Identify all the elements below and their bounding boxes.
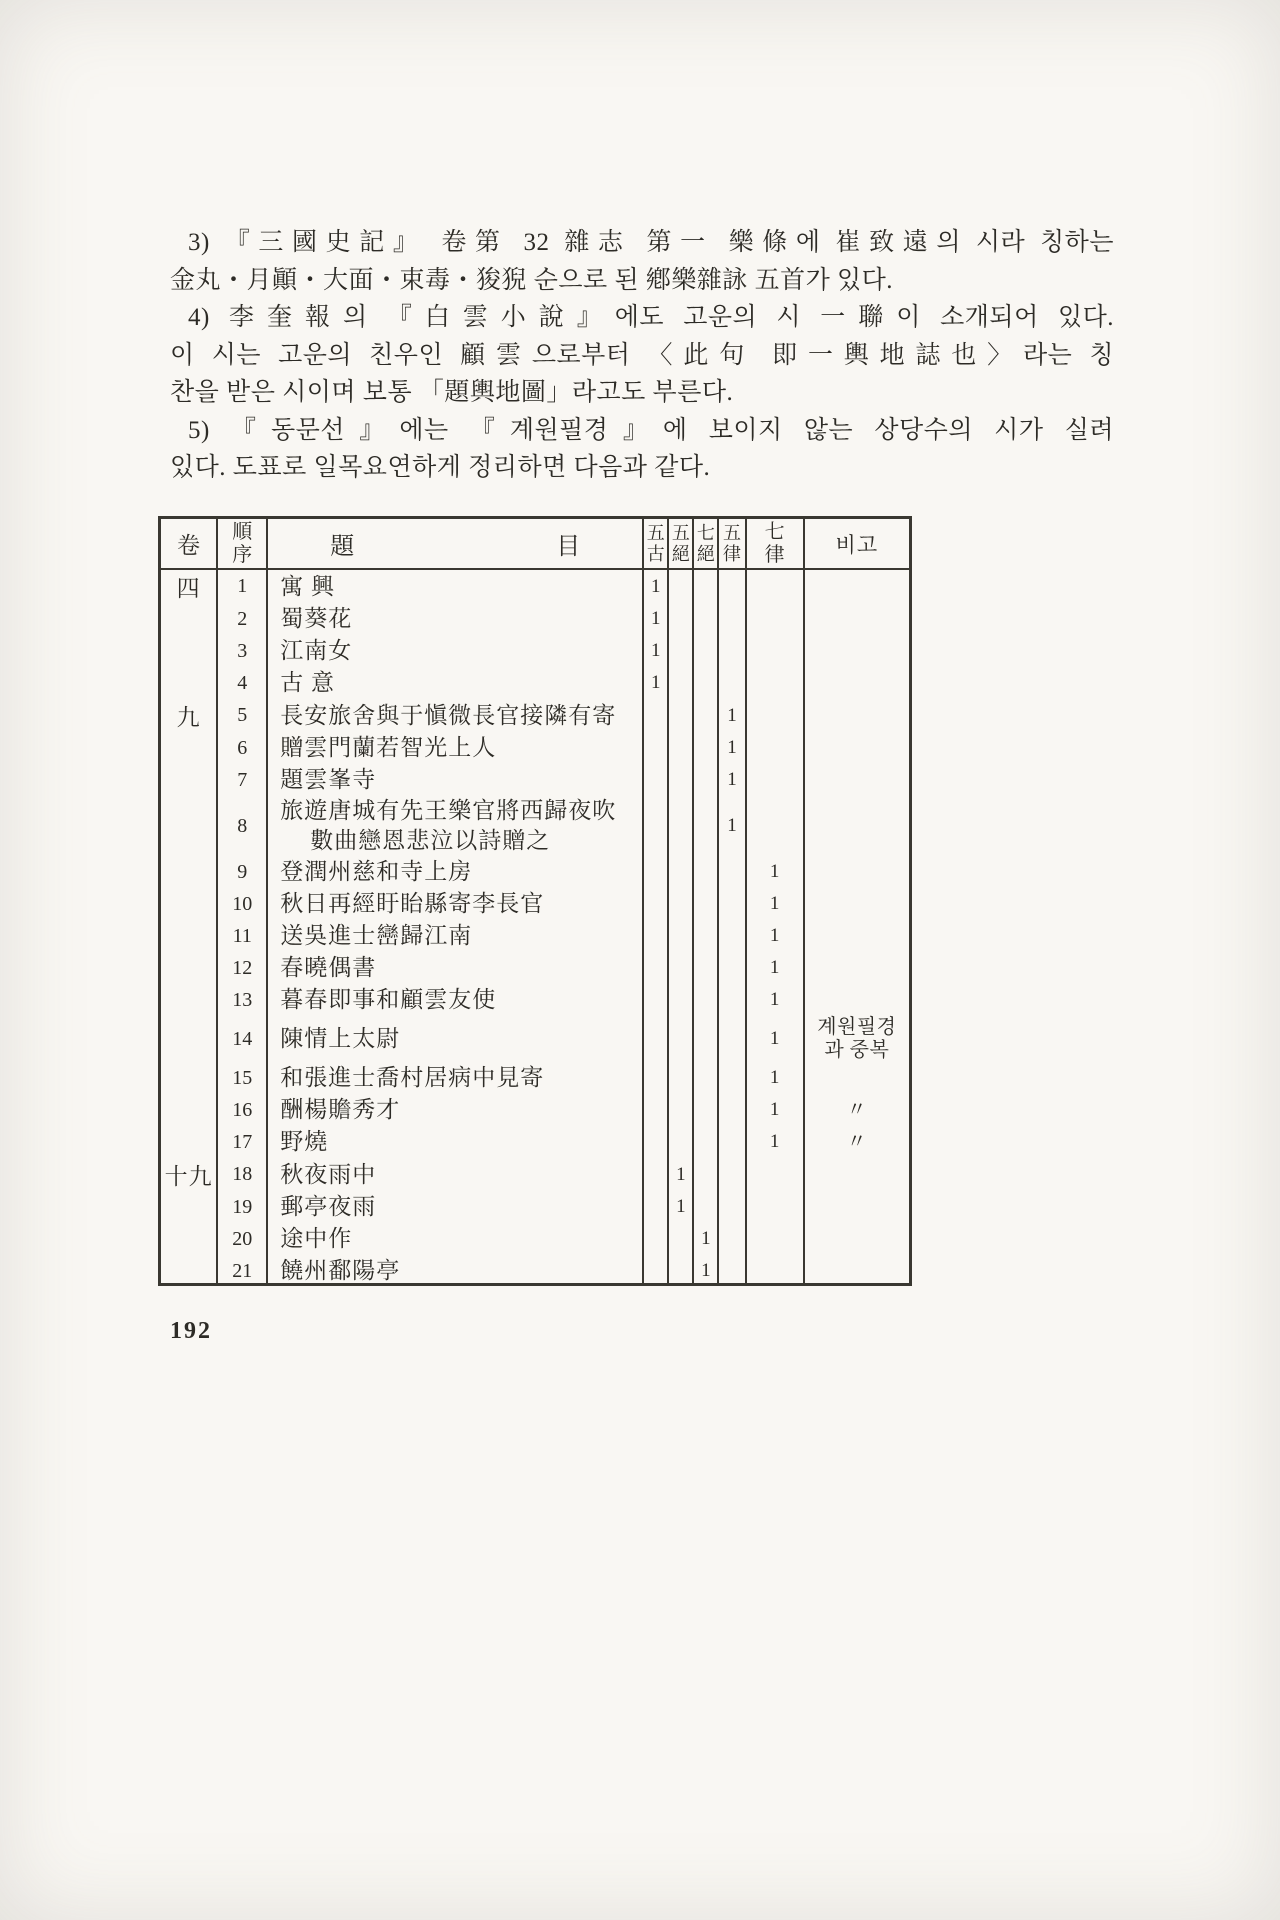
cell-wulu-count	[718, 635, 745, 667]
cell-qilu-count: 1	[746, 920, 804, 952]
cell-wulu-count	[718, 1255, 745, 1286]
cell-qilu-count	[746, 635, 804, 667]
cell-wujue-count: 1	[668, 1158, 693, 1191]
cell-remark	[804, 667, 909, 699]
poem-table	[158, 516, 912, 1286]
cell-qijue-count	[693, 856, 718, 888]
cell-volume	[161, 1191, 217, 1223]
cell-order: 14	[217, 1016, 267, 1062]
table-row	[161, 1223, 909, 1255]
cell-wugu-count: 1	[643, 667, 668, 699]
cell-remark	[804, 796, 909, 856]
cell-qijue-count: 1	[693, 1255, 718, 1286]
header-wujue: 五絕	[668, 519, 693, 569]
footnote-line: 4) 李奎報의 『白雲小說』에도 고운의 시 一聯이 소개되어 있다.	[188, 304, 1114, 331]
cell-wugu-count	[643, 764, 668, 796]
cell-title: 蜀葵花	[267, 603, 643, 635]
cell-qijue-count	[693, 920, 718, 952]
cell-qijue-count	[693, 984, 718, 1016]
header-qijue: 七絕	[693, 519, 718, 569]
cell-wulu-count	[718, 952, 745, 984]
cell-wugu-count	[643, 1158, 668, 1191]
cell-qijue-count	[693, 732, 718, 764]
cell-wujue-count	[668, 667, 693, 699]
header-wugu: 五古	[643, 519, 668, 569]
cell-order: 5	[217, 699, 267, 732]
header-volume: 卷	[161, 519, 217, 569]
cell-wulu-count: 1	[718, 699, 745, 732]
cell-order: 18	[217, 1158, 267, 1191]
cell-remark	[804, 699, 909, 732]
cell-remark	[804, 1191, 909, 1223]
cell-title: 江南女	[267, 635, 643, 667]
cell-wugu-count	[643, 1223, 668, 1255]
cell-wulu-count: 1	[718, 764, 745, 796]
table-row	[161, 888, 909, 920]
footnote-line: 찬을 받은 시이며 보통 「題輿地圖」라고도 부른다.	[170, 379, 734, 406]
cell-volume	[161, 667, 217, 699]
cell-title: 古 意	[267, 667, 643, 699]
cell-qilu-count	[746, 667, 804, 699]
cell-wujue-count	[668, 569, 693, 603]
cell-title: 秋日再經盱眙縣寄李長官	[267, 888, 643, 920]
cell-qijue-count	[693, 635, 718, 667]
cell-qijue-count	[693, 1158, 718, 1191]
cell-volume	[161, 856, 217, 888]
cell-qilu-count: 1	[746, 1094, 804, 1126]
cell-wujue-count	[668, 635, 693, 667]
cell-wugu-count: 1	[643, 635, 668, 667]
cell-volume: 四	[176, 576, 201, 601]
cell-wulu-count	[718, 667, 745, 699]
cell-volume	[161, 732, 217, 764]
cell-qijue-count	[693, 1062, 718, 1094]
cell-remark: 〃	[804, 1094, 909, 1126]
cell-qilu-count	[746, 603, 804, 635]
table-row	[161, 1016, 909, 1062]
table-row	[161, 856, 909, 888]
cell-remark	[804, 603, 909, 635]
cell-wujue-count	[668, 699, 693, 732]
cell-wulu-count	[718, 1191, 745, 1223]
cell-wujue-count	[668, 1255, 693, 1286]
table-row	[161, 1094, 909, 1126]
poem-table-body	[161, 569, 909, 1286]
cell-remark	[804, 569, 909, 603]
cell-title: 寓 興	[267, 569, 643, 603]
cell-qilu-count	[746, 796, 804, 856]
cell-qilu-count: 1	[746, 984, 804, 1016]
cell-wugu-count	[643, 888, 668, 920]
cell-volume	[161, 764, 217, 796]
cell-wulu-count	[718, 856, 745, 888]
cell-qijue-count	[693, 569, 718, 603]
cell-wugu-count	[643, 984, 668, 1016]
cell-title: 途中作	[267, 1223, 643, 1255]
cell-order: 8	[217, 796, 267, 856]
table-row	[161, 796, 909, 856]
table-row	[161, 1062, 909, 1094]
cell-remark	[804, 984, 909, 1016]
cell-qilu-count	[746, 1255, 804, 1286]
footnote-line: 3) 『三國史記』 卷第 32 雜志 第一 樂條에 崔致遠의 시라 칭하는	[188, 229, 1114, 256]
cell-qilu-count: 1	[746, 952, 804, 984]
header-remark: 비고	[804, 519, 909, 569]
cell-order: 9	[217, 856, 267, 888]
cell-wugu-count	[643, 1062, 668, 1094]
cell-order: 12	[217, 952, 267, 984]
cell-wugu-count	[643, 1016, 668, 1062]
cell-wugu-count	[643, 1094, 668, 1126]
cell-remark	[804, 1062, 909, 1094]
cell-title: 和張進士喬村居病中見寄	[267, 1062, 643, 1094]
cell-qijue-count	[693, 699, 718, 732]
header-wulu: 五律	[718, 519, 745, 569]
cell-wulu-count	[718, 1158, 745, 1191]
cell-wujue-count: 1	[668, 1191, 693, 1223]
cell-volume	[161, 1223, 217, 1255]
cell-title: 題雲峯寺	[267, 764, 643, 796]
table-row	[161, 732, 909, 764]
cell-volume: 十九	[164, 1164, 213, 1189]
cell-wulu-count	[718, 984, 745, 1016]
cell-wujue-count	[668, 1126, 693, 1158]
cell-title: 郵亭夜雨	[267, 1191, 643, 1223]
cell-order: 17	[217, 1126, 267, 1158]
table-row	[161, 764, 909, 796]
cell-volume	[161, 1255, 217, 1286]
cell-title: 野燒	[267, 1126, 643, 1158]
cell-wulu-count	[718, 569, 745, 603]
cell-volume	[161, 1094, 217, 1126]
cell-wugu-count	[643, 732, 668, 764]
cell-qijue-count	[693, 764, 718, 796]
cell-remark	[804, 856, 909, 888]
header-title-left: 題	[330, 534, 355, 560]
cell-qijue-count	[693, 1191, 718, 1223]
table-row	[161, 1126, 909, 1158]
cell-remark	[804, 732, 909, 764]
cell-order: 13	[217, 984, 267, 1016]
table-row	[161, 1255, 909, 1286]
cell-wugu-count	[643, 920, 668, 952]
cell-wulu-count	[718, 920, 745, 952]
cell-volume	[161, 888, 217, 920]
cell-order: 10	[217, 888, 267, 920]
cell-volume	[161, 603, 217, 635]
cell-title: 秋夜雨中	[267, 1158, 643, 1191]
cell-qilu-count: 1	[746, 1062, 804, 1094]
footnote-line: 있다. 도표로 일목요연하게 정리하면 다음과 같다.	[170, 454, 711, 481]
cell-qijue-count	[693, 1126, 718, 1158]
cell-qilu-count: 1	[746, 888, 804, 920]
cell-qijue-count	[693, 888, 718, 920]
cell-qijue-count	[693, 603, 718, 635]
cell-qilu-count	[746, 569, 804, 603]
header-title-right: 目	[556, 534, 581, 560]
table-row	[161, 952, 909, 984]
cell-qilu-count	[746, 699, 804, 732]
header-qilu: 七律	[746, 519, 804, 569]
cell-qilu-count: 1	[746, 1126, 804, 1158]
cell-wugu-count	[643, 1255, 668, 1286]
cell-wujue-count	[668, 1094, 693, 1126]
cell-remark	[804, 952, 909, 984]
cell-wujue-count	[668, 764, 693, 796]
cell-order: 3	[217, 635, 267, 667]
cell-wujue-count	[668, 952, 693, 984]
cell-order: 11	[217, 920, 267, 952]
cell-wulu-count: 1	[718, 732, 745, 764]
cell-title: 饒州鄱陽亭	[267, 1255, 643, 1286]
cell-qilu-count: 1	[746, 856, 804, 888]
cell-wugu-count	[643, 952, 668, 984]
cell-order: 2	[217, 603, 267, 635]
cell-title: 送吳進士巒歸江南	[267, 920, 643, 952]
cell-volume	[161, 984, 217, 1016]
cell-qilu-count	[746, 1191, 804, 1223]
cell-order: 4	[217, 667, 267, 699]
cell-wugu-count: 1	[643, 569, 668, 603]
cell-order: 21	[217, 1255, 267, 1286]
cell-remark	[804, 920, 909, 952]
cell-order: 6	[217, 732, 267, 764]
cell-wujue-count	[668, 1062, 693, 1094]
cell-volume	[161, 1062, 217, 1094]
table-row	[161, 667, 909, 699]
footnote-line: 이 시는 고운의 친우인 顧雲으로부터 〈此句 即一輿地誌也〉라는 칭	[170, 341, 1114, 369]
cell-title: 長安旅舍與于愼微長官接隣有寄	[267, 699, 643, 732]
cell-wulu-count	[718, 1016, 745, 1062]
table-row	[161, 635, 909, 667]
cell-wulu-count	[718, 1094, 745, 1126]
cell-volume	[161, 1126, 217, 1158]
cell-title: 贈雲門蘭若智光上人	[267, 732, 643, 764]
footnote-line: 5) 『동문선』에는 『계원필경』에 보이지 않는 상당수의 시가 실려	[188, 416, 1114, 444]
cell-wujue-count	[668, 796, 693, 856]
table-row	[161, 984, 909, 1016]
cell-qijue-count: 1	[693, 1223, 718, 1255]
table-row	[161, 699, 909, 732]
cell-title: 登潤州慈和寺上房	[267, 856, 643, 888]
cell-wulu-count	[718, 888, 745, 920]
cell-wugu-count	[643, 1126, 668, 1158]
header-order: 順序	[217, 519, 267, 569]
cell-remark	[804, 764, 909, 796]
cell-remark	[804, 888, 909, 920]
table-row	[161, 569, 909, 603]
cell-wugu-count	[643, 796, 668, 856]
table-header-row	[161, 519, 909, 569]
cell-qilu-count	[746, 1223, 804, 1255]
table-row	[161, 1158, 909, 1191]
cell-remark: 〃	[804, 1126, 909, 1158]
cell-title: 春曉偶書	[267, 952, 643, 984]
cell-qilu-count	[746, 1158, 804, 1191]
cell-volume	[161, 952, 217, 984]
cell-remark	[804, 1255, 909, 1286]
footnotes-block	[170, 224, 1114, 487]
cell-remark	[804, 1158, 909, 1191]
cell-title: 暮春即事和顧雲友使	[267, 984, 643, 1016]
cell-wujue-count	[668, 603, 693, 635]
cell-order: 1	[217, 569, 267, 603]
cell-order: 7	[217, 764, 267, 796]
cell-wugu-count	[643, 699, 668, 732]
cell-qijue-count	[693, 1094, 718, 1126]
cell-title: 酬楊贍秀才	[267, 1094, 643, 1126]
cell-wulu-count	[718, 1126, 745, 1158]
cell-title: 陳情上太尉	[267, 1016, 643, 1062]
table-row	[161, 920, 909, 952]
cell-volume	[161, 635, 217, 667]
table-row	[161, 603, 909, 635]
cell-title: 旅遊唐城有先王樂官將西歸夜吹 數曲戀恩悲泣以詩贈之	[267, 796, 643, 856]
cell-wugu-count	[643, 1191, 668, 1223]
cell-wujue-count	[668, 1223, 693, 1255]
page-number: 192	[170, 1318, 212, 1344]
cell-wulu-count	[718, 1062, 745, 1094]
cell-order: 15	[217, 1062, 267, 1094]
cell-order: 19	[217, 1191, 267, 1223]
cell-volume	[161, 1016, 217, 1062]
cell-remark: 계원필경 과 중복	[804, 1016, 909, 1062]
cell-remark	[804, 1223, 909, 1255]
cell-wujue-count	[668, 732, 693, 764]
table-row	[161, 1191, 909, 1223]
cell-qilu-count	[746, 764, 804, 796]
cell-qilu-count	[746, 732, 804, 764]
cell-wulu-count	[718, 1223, 745, 1255]
cell-wujue-count	[668, 984, 693, 1016]
cell-volume	[161, 796, 217, 856]
cell-qijue-count	[693, 1016, 718, 1062]
cell-remark	[804, 635, 909, 667]
cell-qijue-count	[693, 796, 718, 856]
header-title	[267, 519, 643, 569]
cell-qijue-count	[693, 667, 718, 699]
cell-wujue-count	[668, 920, 693, 952]
cell-volume: 九	[176, 705, 201, 730]
cell-wujue-count	[668, 1016, 693, 1062]
cell-wulu-count: 1	[718, 796, 745, 856]
cell-order: 16	[217, 1094, 267, 1126]
cell-wujue-count	[668, 856, 693, 888]
cell-wugu-count: 1	[643, 603, 668, 635]
cell-qilu-count: 1	[746, 1016, 804, 1062]
cell-qijue-count	[693, 952, 718, 984]
cell-wugu-count	[643, 856, 668, 888]
cell-wulu-count	[718, 603, 745, 635]
footnote-line: 金丸・月顚・大面・束毒・狻猊 순으로 된 鄕樂雜詠 五首가 있다.	[170, 266, 894, 294]
cell-order: 20	[217, 1223, 267, 1255]
cell-wujue-count	[668, 888, 693, 920]
cell-volume	[161, 920, 217, 952]
